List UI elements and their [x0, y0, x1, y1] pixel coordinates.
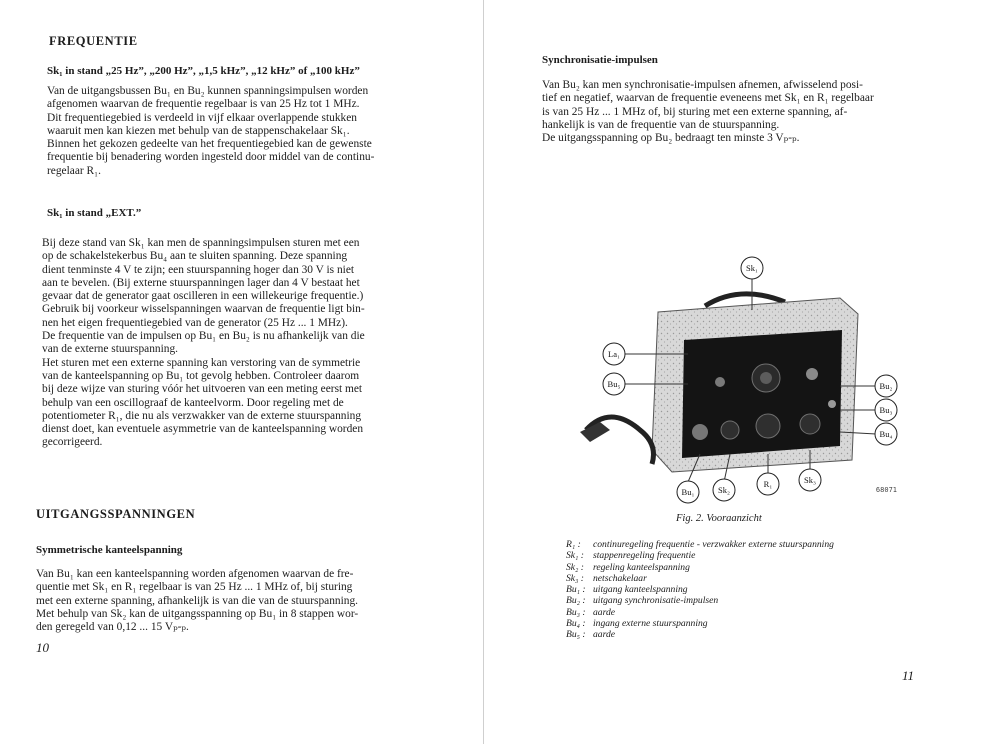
text-line: Binnen het gekozen gedeelte van het frequentiegebied kan de gewenste — [47, 138, 372, 151]
text-line: van de externe stuurspanning. — [42, 343, 179, 356]
legend-row — [566, 595, 926, 606]
text-line: regelaar R₁. — [47, 164, 101, 177]
legend-row — [566, 607, 926, 618]
text-line: op de schakelstekerbus Bu₄ aan te sluiten spanning. Deze spanning — [42, 250, 348, 263]
paragraph-synchronisatie — [542, 79, 932, 145]
text-line: bij deze wijze van sturing vóór het uitvoeren van een meting eerst met — [42, 383, 363, 396]
callout-bu1: Bu₁ — [681, 487, 695, 497]
paragraph-frequentie — [47, 85, 437, 178]
legend-row — [566, 539, 926, 550]
text-line: hankelijk is van de frequentie van de stuurspanning. — [542, 118, 780, 131]
figure-legend — [566, 539, 926, 641]
figure-caption: Fig. 2. Vooraanzicht — [676, 513, 762, 524]
legend-key: Bu₅ : — [566, 629, 586, 641]
subheading-sk1-stand: Sk₁ in stand „25 Hz”, „200 Hz”, „1,5 kHz”, „12 kHz” of „100 kHz” — [47, 65, 360, 77]
callout-sk2: Sk₂ — [718, 485, 730, 495]
text-line: afgenomen waarvan de frequentie regelbaar is van 25 Hz tot 1 MHz. — [47, 98, 360, 111]
legend-value: aarde — [593, 606, 616, 618]
legend-value: uitgang kanteelspanning — [593, 584, 688, 596]
text-line: Gebruik bij voorkeur wisselspanningen waarvan de frequentie ligt bin- — [42, 303, 365, 316]
legend-row — [566, 573, 926, 584]
legend-value: stappenregeling frequentie — [593, 550, 696, 562]
text-line: waaruit men kan kiezen met behulp van de stappenschakelaar Sk₁. — [47, 124, 350, 137]
subheading-symmetrische-kanteelspanning: Symmetrische kanteelspanning — [36, 544, 183, 556]
legend-key: Bu₄ : — [566, 618, 586, 630]
legend-key: Bu₁ : — [566, 584, 586, 596]
text-line: nen het eigen frequentiegebied van de generator (25 Hz ... 1 MHz). — [42, 316, 348, 329]
subheading-sk1-ext: Sk₁ in stand „EXT.” — [47, 207, 142, 219]
text-line: met een externe spanning, afhankelijk is van die van de stuurspanning. — [36, 594, 359, 607]
legend-row — [566, 584, 926, 595]
text-line: De uitgangsspanning op Bu₂ bedraagt ten minste 3 Vₚ‑ₚ. — [542, 132, 800, 145]
text-line: aan te bevelen. (Bij externe stuurspanningen lager dan 4 V bestaat het — [42, 276, 360, 289]
page-number-right: 11 — [902, 668, 915, 683]
callout-bu3: Bu₃ — [879, 405, 893, 415]
section-title-frequentie: FREQUENTIE — [49, 34, 138, 48]
text-line: behulp van een oscillograaf de kanteelvorm. Door regeling met de — [42, 396, 344, 409]
callout-bu5: Bu₅ — [607, 379, 621, 389]
paragraph-kanteelspanning — [36, 568, 426, 634]
text-line: den geregeld van 0,12 ... 15 Vₚ‑ₚ. — [36, 621, 189, 634]
text-line: tief en negatief, waarvan de frequentie eveneens met Sk₁ en R₁ regelbaar — [542, 92, 874, 105]
text-line: Het sturen met een externe spanning kan verstoring van de symmetrie — [42, 356, 361, 369]
figure-number: 68071 — [875, 486, 897, 494]
legend-value: aarde — [593, 629, 616, 641]
callout-r1: R₁ — [763, 479, 773, 489]
text-line: Dit frequentiegebied is verdeeld in vijf elkaar overlappende stukken — [47, 111, 357, 124]
text-line: quentie met Sk₁ en R₁ regelbaar is van 25 Hz ... 1 MHz of, bij sturing — [36, 581, 353, 594]
callout-la1: La₁ — [608, 349, 620, 359]
legend-key: Sk₂ : — [566, 561, 584, 573]
figure-front-view — [540, 254, 915, 504]
legend-row — [566, 550, 926, 561]
text-line: De frequentie van de impulsen op Bu₁ en Bu₂ is nu afhankelijk van die — [42, 330, 365, 343]
text-line: van de kanteelspanning op Bu₁ tot gevolg hebben. Controleer daarom — [42, 369, 360, 382]
callout-bu4: Bu₄ — [879, 429, 893, 439]
text-line: Met behulp van Sk₂ kan de uitgangsspanning op Bu₁ in 8 stappen wor- — [36, 607, 359, 620]
page-fold — [483, 0, 484, 744]
callout-sk3: Sk₃ — [804, 475, 816, 485]
section-title-uitgangsspanningen: UITGANGSSPANNINGEN — [36, 507, 196, 521]
legend-value: continuregeling frequentie - verzwakker externe stuurspanning — [593, 539, 834, 550]
legend-value: ingang externe stuurspanning — [593, 618, 708, 630]
legend-value: uitgang synchronisatie-impulsen — [593, 595, 719, 607]
legend-key: Sk₃ : — [566, 572, 584, 584]
page-number-left: 10 — [36, 640, 49, 655]
legend-value: netschakelaar — [593, 572, 647, 584]
callout-bu2: Bu₂ — [879, 381, 893, 391]
text-line: Van Bu₁ kan een kanteelspanning worden afgenomen waarvan de fre- — [36, 568, 354, 580]
text-line: gecorrigeerd. — [42, 436, 103, 449]
legend-key: Bu₃ : — [566, 606, 586, 618]
instrument-photo — [540, 254, 915, 504]
paragraph-ext — [42, 237, 432, 450]
text-line: dienst doet, kan eventuele asymmetrie van de kanteelspanning worden — [42, 423, 364, 436]
callout-sk1: Sk₁ — [746, 263, 758, 273]
text-line: Bij deze stand van Sk₁ kan men de spanningsimpulsen sturen met een — [42, 237, 360, 249]
legend-row — [566, 562, 926, 573]
text-line: frequentie bij benadering worden ingesteld door middel van de continu- — [47, 151, 375, 164]
text-line: gevaar dat de generator gaat oscilleren in een willekeurige frequentie.) — [42, 290, 364, 303]
text-line: Van Bu₂ kan men synchronisatie-impulsen afnemen, afwisselend posi- — [542, 79, 863, 91]
legend-row — [566, 629, 926, 640]
legend-key: R₁ : — [566, 539, 581, 550]
text-line: potentiometer R₁, die nu als verzwakker van de externe stuurspanning — [42, 409, 362, 422]
legend-row — [566, 618, 926, 629]
text-line: is van 25 Hz ... 1 MHz of, bij sturing met een externe spanning, af- — [542, 105, 848, 118]
legend-key: Sk₁ : — [566, 550, 584, 562]
legend-key: Bu₂ : — [566, 595, 586, 607]
subheading-synchronisatie-impulsen: Synchronisatie-impulsen — [542, 54, 658, 66]
text-line: dient tenminste 4 V te zijn; een stuurspanning hoger dan 30 V is niet — [42, 263, 355, 276]
legend-value: regeling kanteelspanning — [593, 561, 690, 573]
text-line: Van de uitgangsbussen Bu₁ en Bu₂ kunnen spanningsimpulsen worden — [47, 85, 369, 97]
